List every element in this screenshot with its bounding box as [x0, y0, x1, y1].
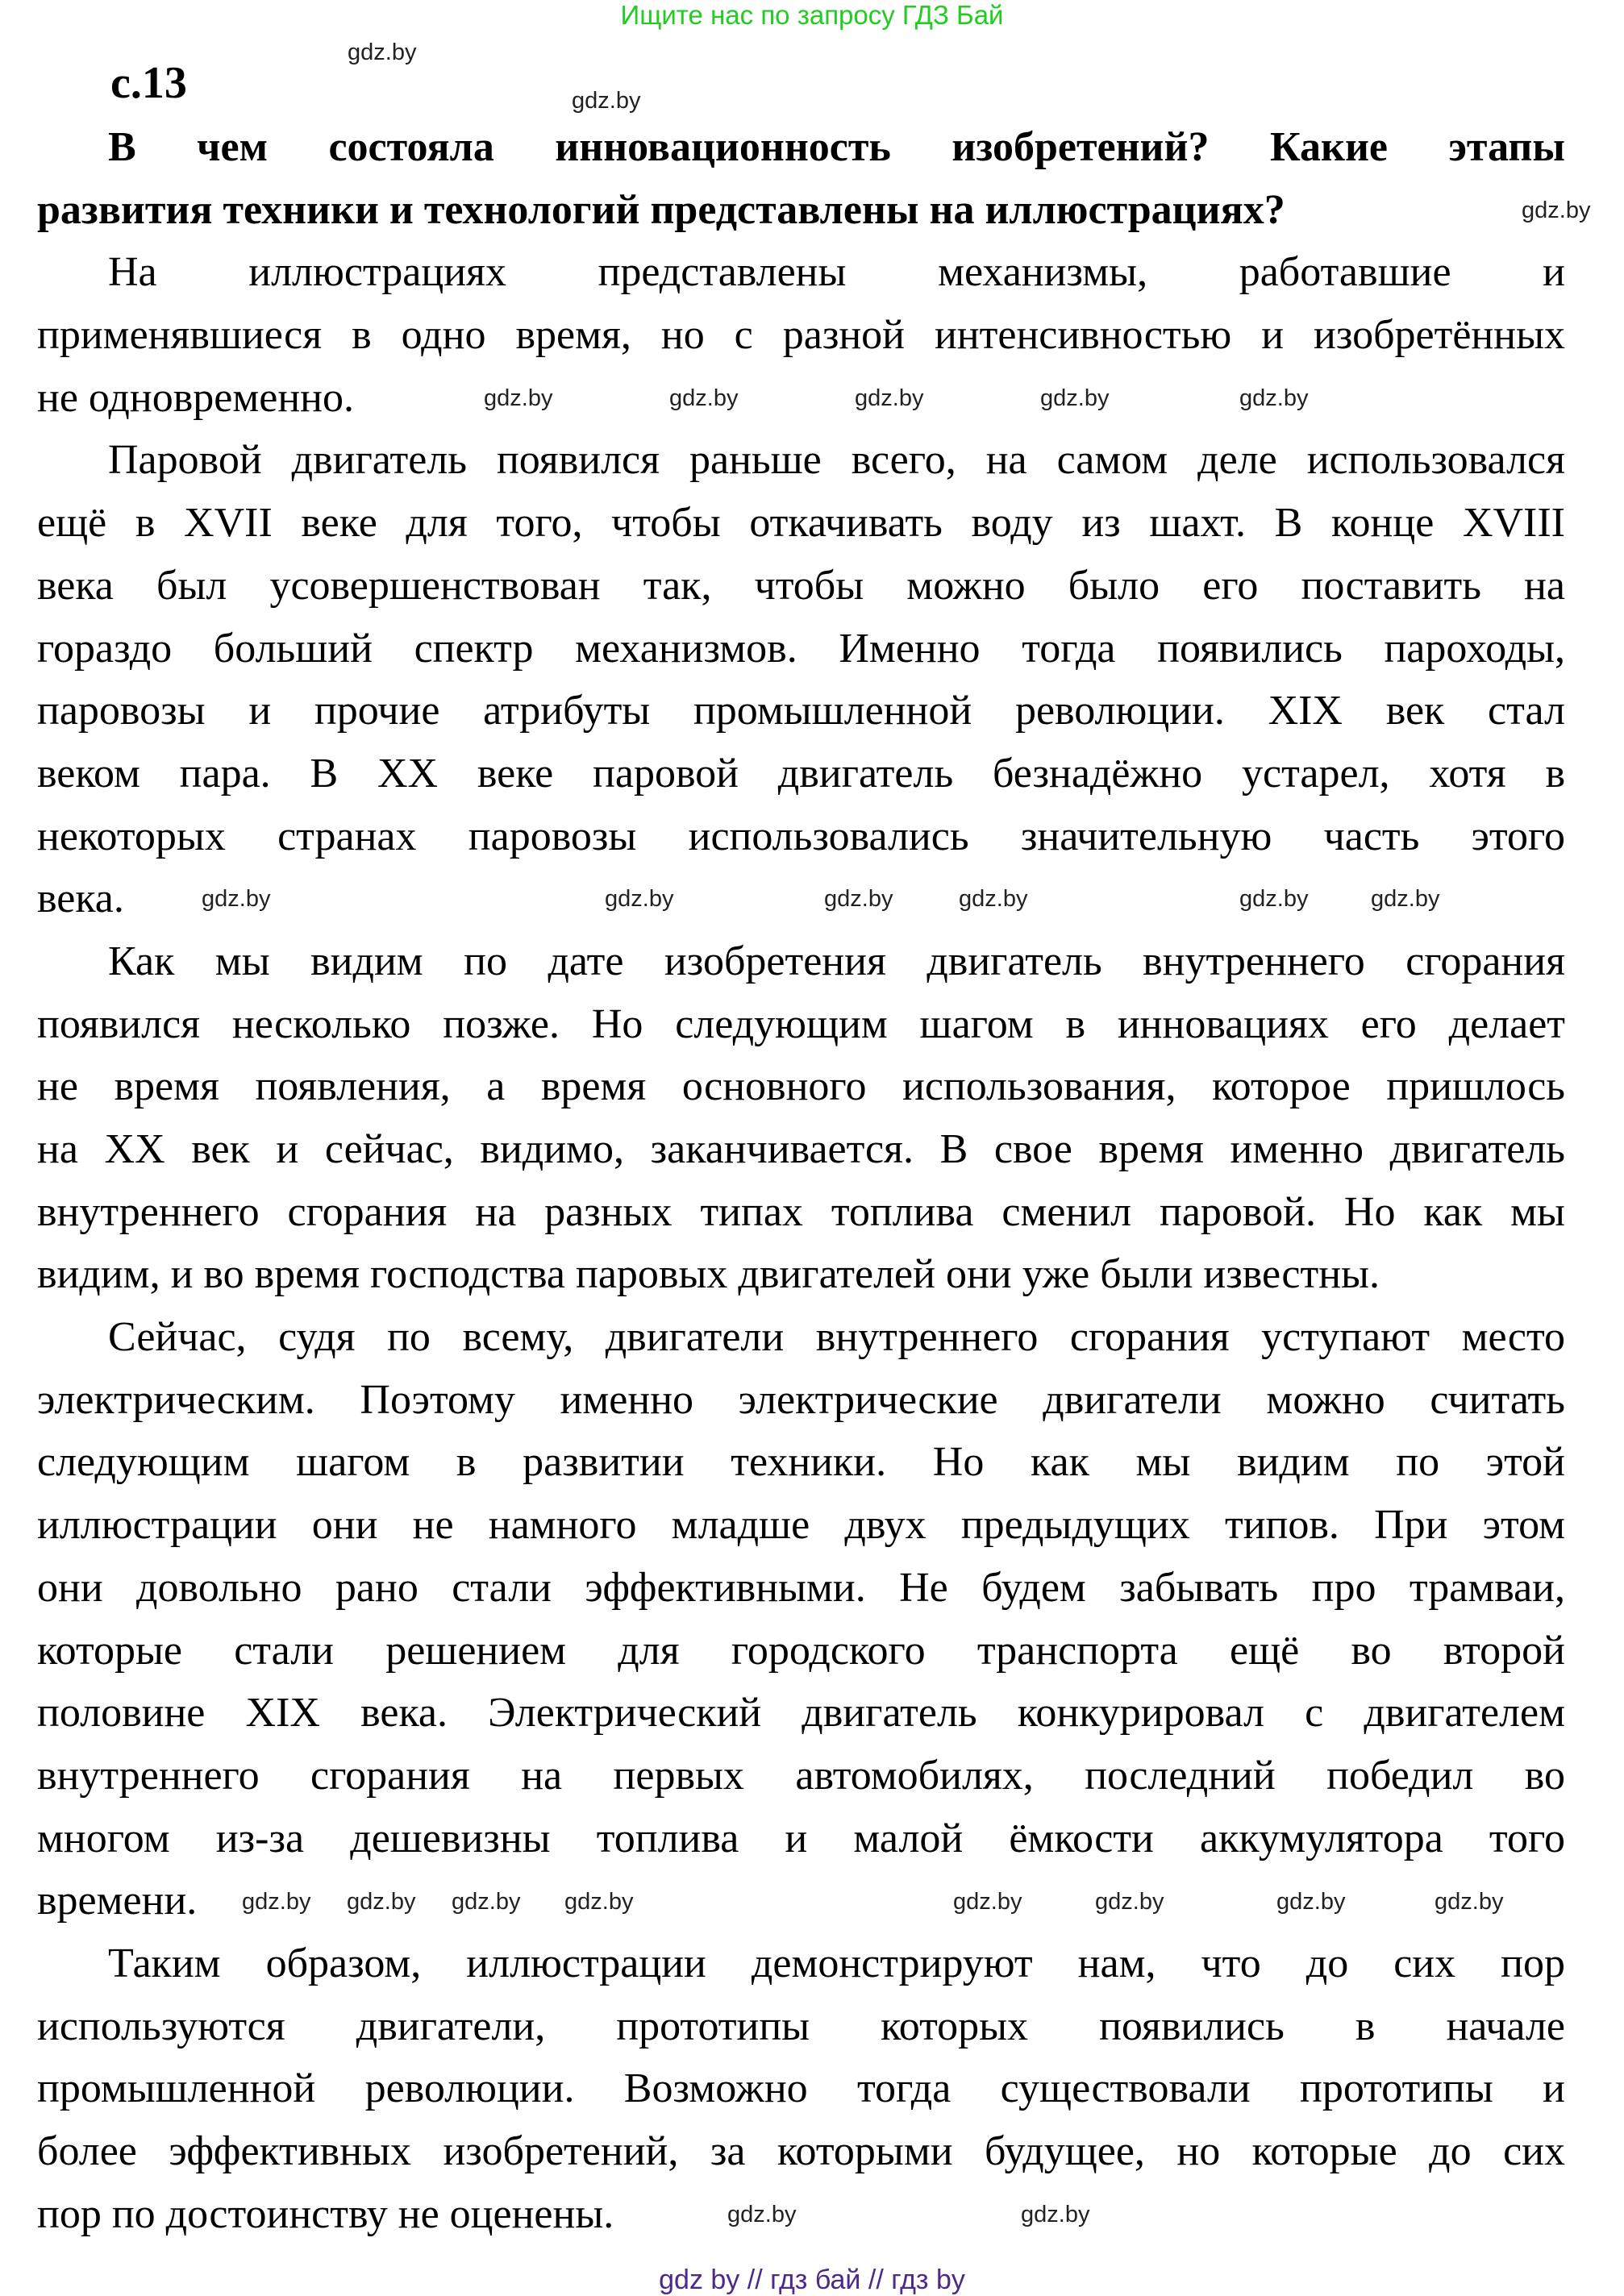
watermark: gdz.by	[564, 1889, 634, 1915]
page-number: с.13	[110, 58, 187, 108]
text-line: времени.	[37, 1878, 198, 1924]
watermark: gdz.by	[572, 88, 641, 114]
watermark: gdz.by	[348, 40, 417, 65]
watermark: gdz.by	[855, 385, 924, 411]
text-line: видим, и во время господства паровых двигателей они уже были известны.	[37, 1251, 1380, 1298]
text-line: не время появления, а время основного использования, которое пришлось	[37, 1063, 1565, 1110]
watermark: gdz.by	[202, 886, 271, 912]
paragraph	[37, 930, 1565, 1306]
watermark: gdz.by	[727, 2202, 797, 2227]
text-line: более эффективных изобретений, за которыми будущее, но которые до сих	[37, 2128, 1565, 2174]
text-line: следующим шагом в развитии техники. Но как мы видим по этой	[37, 1439, 1565, 1486]
text-line: многом из-за дешевизны топлива и малой ёмкости аккумулятора того	[37, 1815, 1565, 1861]
answer-text	[37, 241, 1565, 2245]
text-line: они довольно рано стали эффективными. Не будем забывать про трамваи,	[37, 1564, 1565, 1611]
footer-links: gdz by // гдз бай // гдз by	[659, 2265, 965, 2295]
watermark: gdz.by	[1371, 886, 1440, 912]
watermark: gdz.by	[452, 1889, 521, 1915]
text-line: паровозы и прочие атрибуты промышленной революции. XIX век стал	[37, 688, 1565, 734]
watermark: gdz.by	[1276, 1889, 1346, 1915]
text-line: используются двигатели, прототипы которых появились в начале	[37, 2003, 1565, 2049]
text-line: ещё в XVII веке для того, чтобы откачивать воду из шахт. В конце XVIII	[37, 500, 1565, 547]
watermark: gdz.by	[953, 1889, 1022, 1915]
watermark: gdz.by	[1239, 385, 1309, 411]
watermark: gdz.by	[1021, 2202, 1090, 2227]
text-line: внутреннего сгорания на первых автомобилях, последний победил во	[37, 1752, 1565, 1799]
text-line: электрическим. Поэтому именно электрические двигатели можно считать	[37, 1376, 1565, 1423]
text-line: которые стали решением для городского транспорта ещё во второй	[37, 1627, 1565, 1674]
watermark: gdz.by	[242, 1889, 311, 1915]
text-line: века.	[37, 876, 124, 922]
text-line: не одновременно.	[37, 374, 354, 421]
text-line: промышленной революции. Возможно тогда существовали прототипы и	[37, 2065, 1565, 2112]
watermark: gdz.by	[1522, 198, 1591, 223]
search-banner: Ищите нас по запросу ГДЗ Бай	[620, 0, 1004, 30]
watermark: gdz.by	[605, 886, 674, 912]
paragraph	[37, 429, 1565, 930]
watermark: gdz.by	[484, 385, 553, 411]
text-line: Таким образом, иллюстрации демонстрируют нам, что до сих пор	[108, 1940, 1565, 1986]
paragraph	[37, 1306, 1565, 1932]
text-line: гораздо больший спектр механизмов. Именно тогда появились пароходы,	[37, 625, 1565, 672]
watermark: gdz.by	[1040, 385, 1110, 411]
text-line: внутреннего сгорания на разных типах топлива сменил паровой. Но как мы	[37, 1188, 1565, 1235]
watermark: gdz.by	[1095, 1889, 1164, 1915]
text-line: пор по достоинству не оценены.	[37, 2190, 614, 2237]
text-line: века был усовершенствован так, чтобы можно было его поставить на	[37, 562, 1565, 609]
text-line: появился несколько позже. Но следующим шагом в инновациях его делает	[37, 1000, 1565, 1047]
text-line: Как мы видим по дате изобретения двигатель внутреннего сгорания	[108, 938, 1565, 984]
text-line: на XX век и сейчас, видимо, заканчивается. В свое время именно двигатель	[37, 1126, 1565, 1172]
paragraph	[37, 1932, 1565, 2245]
text-line: некоторых странах паровозы использовались значительную часть этого	[37, 813, 1565, 859]
text-line: На иллюстрациях представлены механизмы, работавшие и	[108, 249, 1565, 296]
text-line: В чем состояла инновационность изобретений? Какие этапы	[108, 124, 1565, 170]
watermark: gdz.by	[669, 385, 739, 411]
text-line: иллюстрации они не намного младше двух предыдущих типов. При этом	[37, 1502, 1565, 1549]
watermark: gdz.by	[1435, 1889, 1504, 1915]
watermark: gdz.by	[824, 886, 893, 912]
text-line: применявшиеся в одно время, но с разной интенсивностью и изобретённых	[37, 312, 1565, 359]
watermark: gdz.by	[959, 886, 1028, 912]
text-line: развития техники и технологий представлены на иллюстрациях?	[37, 186, 1285, 233]
question-title	[37, 116, 1565, 241]
paragraph	[37, 241, 1565, 429]
text-line: веком пара. В XX веке паровой двигатель безнадёжно устарел, хотя в	[37, 750, 1565, 797]
text-line: Сейчас, судя по всему, двигатели внутреннего сгорания уступают место	[108, 1314, 1565, 1361]
watermark: gdz.by	[1239, 886, 1309, 912]
text-line: Паровой двигатель появился раньше всего, на самом деле использовался	[108, 437, 1565, 484]
watermark: gdz.by	[347, 1889, 416, 1915]
document-body	[37, 116, 1565, 2245]
text-line: половине XIX века. Электрический двигатель конкурировал с двигателем	[37, 1690, 1565, 1737]
